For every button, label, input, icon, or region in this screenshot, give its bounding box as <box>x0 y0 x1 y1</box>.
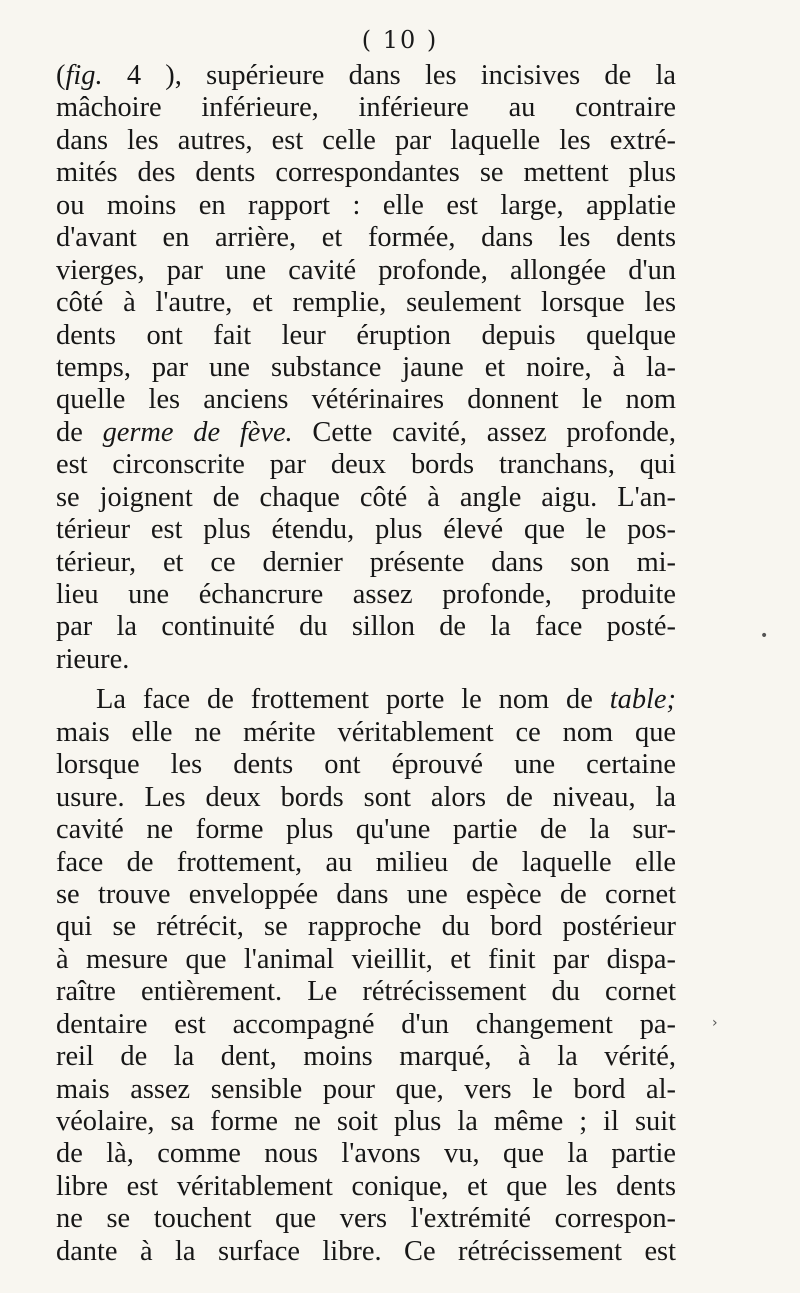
text-line-content: par la continuité du sillon de la face posté- <box>56 611 676 643</box>
text-line <box>56 644 676 676</box>
text-line <box>56 125 676 157</box>
text-line <box>56 92 676 124</box>
margin-speck: • <box>760 628 769 644</box>
text-line <box>56 1203 676 1235</box>
text-line-content: ne se touchent que vers l'extrémité correspon- <box>56 1203 676 1235</box>
text-line <box>56 1009 676 1041</box>
text-line-content: La face de frottement porte le nom de <box>96 684 610 716</box>
text-line <box>56 60 676 92</box>
text-line-content: dans les autres, est celle par laquelle les extré- <box>56 124 676 156</box>
text-line-content: lieu une échancrure assez profonde, produite <box>56 579 676 610</box>
text-line-content: de là, comme nous l'avons vu, que la partie <box>56 1138 676 1170</box>
text-line <box>56 1138 676 1170</box>
text-line-content: est circonscrite par deux bords tranchans, qui <box>56 449 676 481</box>
italic-text: table; <box>609 684 676 716</box>
text-line-content: de <box>56 416 103 448</box>
text-line <box>56 879 676 911</box>
text-line <box>56 1041 676 1073</box>
text-line <box>56 944 676 976</box>
text-line-content: libre est véritablement conique, et que les dents <box>56 1170 676 1202</box>
text-line <box>56 352 676 384</box>
text-line <box>56 717 676 749</box>
text-line-content: qui se rétrécit, se rapproche du bord postérieur <box>56 911 676 943</box>
text-line <box>56 222 676 254</box>
text-line-content: à mesure que l'animal vieillit, et finit par dispa- <box>56 943 676 975</box>
text-line-content: raître entièrement. Le rétrécissement du cornet <box>56 976 676 1008</box>
text-line-content: térieur est plus étendu, plus élevé que le pos- <box>56 514 676 546</box>
body-text <box>56 60 676 1268</box>
text-line-content: temps, par une substance jaune et noire, à la- <box>56 351 676 383</box>
text-line <box>56 684 676 716</box>
text-line-content: se joignent de chaque côté à angle aigu. L'an- <box>56 481 676 513</box>
text-line-content: mités des dents correspondantes se mettent plus <box>56 157 676 189</box>
text-line <box>56 482 676 514</box>
text-line <box>56 814 676 846</box>
margin-speck: › <box>712 1015 718 1031</box>
text-line-content: ou moins en rapport : elle est large, applatie <box>56 189 676 221</box>
text-line <box>56 1171 676 1203</box>
paragraph-2 <box>56 684 676 1268</box>
text-line <box>56 547 676 579</box>
text-line-content: cavité ne forme plus qu'une partie de la sur- <box>56 814 676 846</box>
italic-text: germe de fève. <box>102 416 293 448</box>
text-line-content: reil de la dent, moins marqué, à la vérité, <box>56 1041 676 1073</box>
text-line <box>56 417 676 449</box>
text-line <box>56 287 676 319</box>
paragraph-1 <box>56 60 676 676</box>
text-line <box>56 255 676 287</box>
text-line <box>56 449 676 481</box>
text-line <box>56 579 676 611</box>
page-number: ( 10 ) <box>361 26 439 54</box>
text-line-content: véolaire, sa forme ne soit plus la même ; il suit <box>56 1106 676 1137</box>
text-line-content: lorsque les dents ont éprouvé une certaine <box>56 749 676 781</box>
text-line-content: 4 ), supérieure dans les incisives de la <box>102 60 676 91</box>
text-line-content: mâchoire inférieure, inférieure au contraire <box>56 92 676 124</box>
text-line <box>56 384 676 416</box>
text-line <box>56 976 676 1008</box>
text-line-content: mais assez sensible pour que, vers le bord al- <box>56 1073 676 1105</box>
text-line-content: vierges, par une cavité profonde, allongée d'un <box>56 254 676 286</box>
text-line-content: usure. Les deux bords sont alors de niveau, la <box>56 781 676 813</box>
text-line-content: dentaire est accompagné d'un changement pa- <box>56 1008 676 1040</box>
text-line-content: mais elle ne mérite véritablement ce nom que <box>56 716 676 748</box>
text-line <box>56 190 676 222</box>
text-line-content: quelle les anciens vétérinaires donnent le nom <box>56 384 676 416</box>
text-line <box>56 1074 676 1106</box>
text-line-content: dents ont fait leur éruption depuis quelque <box>56 319 676 351</box>
text-line-content: rieure. <box>56 643 130 675</box>
text-line <box>56 847 676 879</box>
text-line-content: ( <box>56 60 66 91</box>
text-line <box>56 782 676 814</box>
text-line <box>56 157 676 189</box>
text-line <box>56 1236 676 1268</box>
text-line <box>56 320 676 352</box>
text-line <box>56 611 676 643</box>
text-line-content: côté à l'autre, et remplie, seulement lorsque les <box>56 287 676 319</box>
text-line-content: se trouve enveloppée dans une espèce de cornet <box>56 878 676 910</box>
text-line <box>56 1106 676 1138</box>
text-line-content: d'avant en arrière, et formée, dans les dents <box>56 222 676 254</box>
text-line-content: dante à la surface libre. Ce rétrécissement est <box>56 1235 676 1267</box>
italic-text: fig. <box>65 60 103 91</box>
text-line <box>56 749 676 781</box>
text-line <box>56 514 676 546</box>
text-line-content: térieur, et ce dernier présente dans son mi- <box>56 546 676 578</box>
text-line <box>56 911 676 943</box>
text-line-content: Cette cavité, assez profonde, <box>292 416 676 448</box>
text-line-content: face de frottement, au milieu de laquelle elle <box>56 846 676 878</box>
